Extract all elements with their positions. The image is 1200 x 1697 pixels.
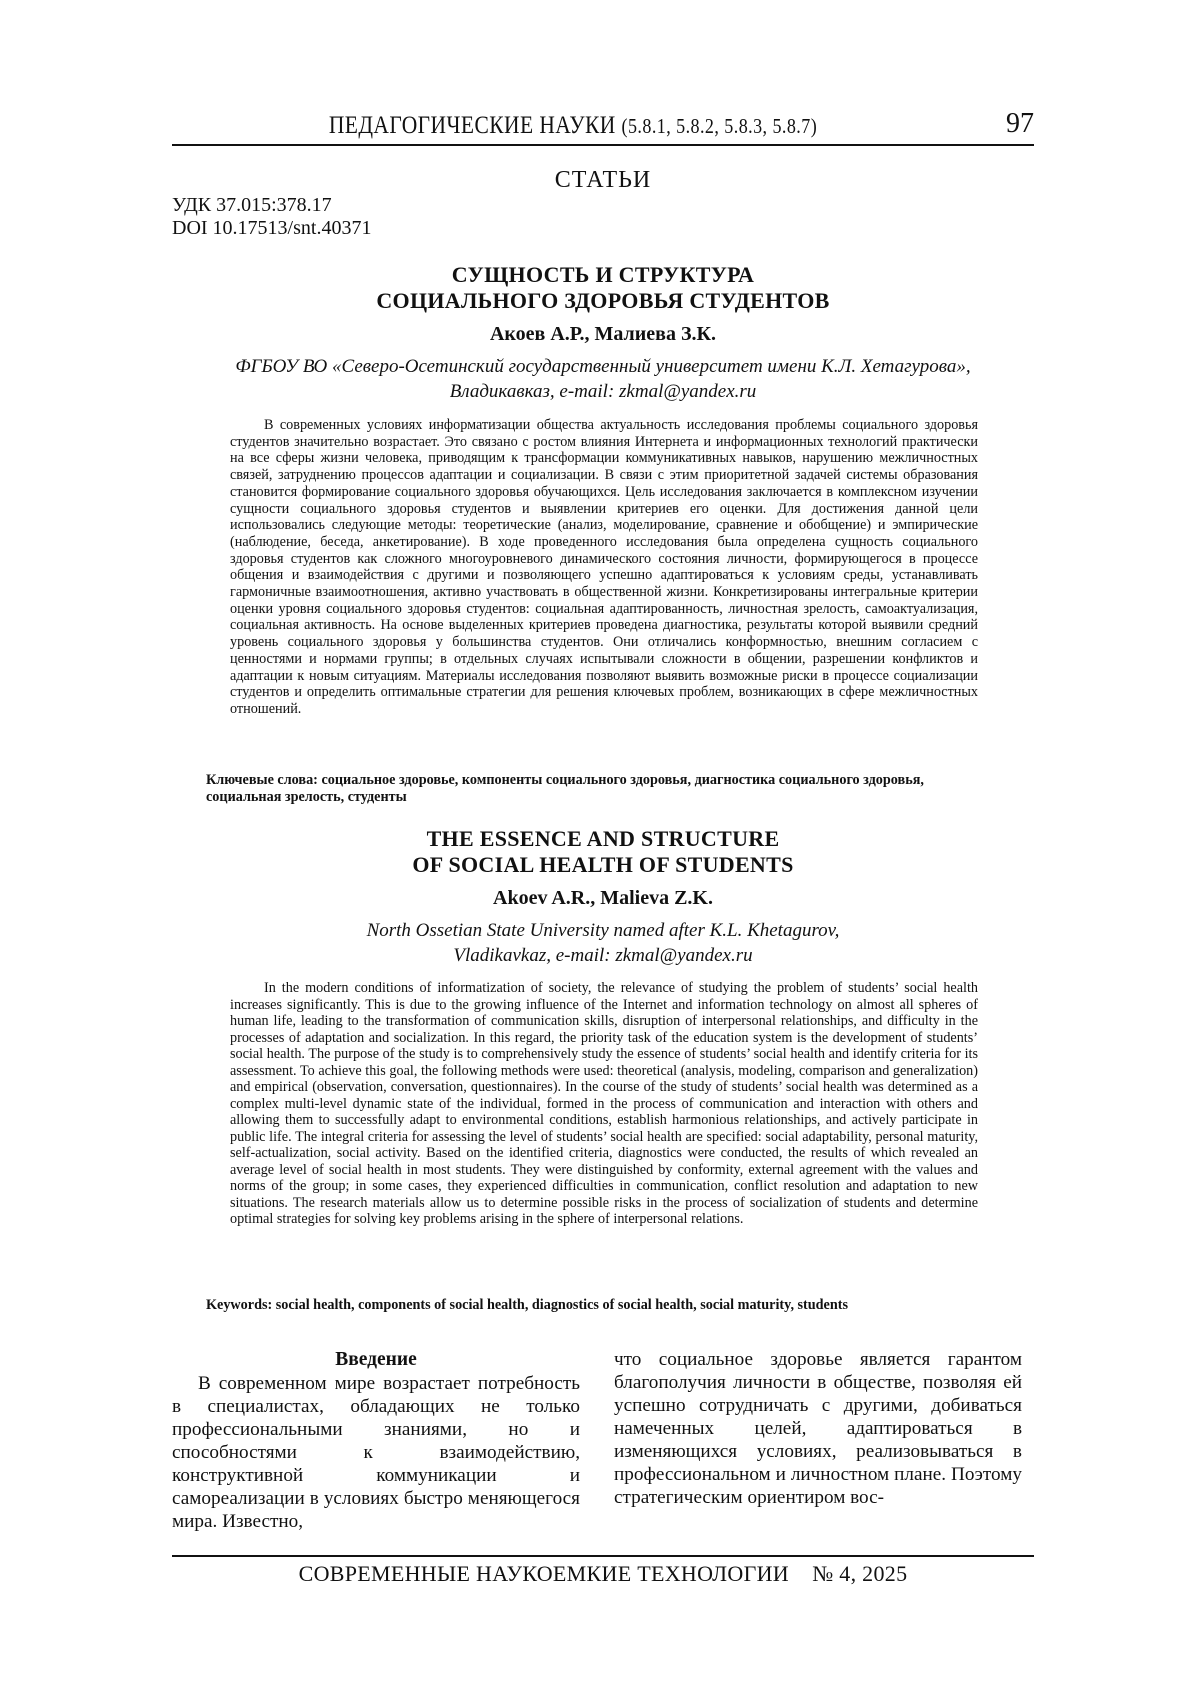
- en-abstract: In the modern conditions of informatization of society, the relevance of studying the problem of students’ social health increases significantly. This is due to the growing influence of the Internet and information technology on almost all spheres of human life, leading to the transformation of communication skills, disruption of interpersonal relationships, and difficulty in the processes of adaptation and socialization. In this regard, the priority task of the education system is the development of students’ social health. The purpose of the study is to comprehensively study the essence of students’ social health and identify criteria for its assessment. To achieve this goal, the following methods were used: theoretical (analysis, modeling, comparison and generalization) and empirical (observation, conversation, questionnaires). In the course of the study of students’ social health was determined as a complex multi-level dynamic state of the individual, formed in the process of communication and interaction with others and allowing them to successfully adapt to environmental conditions, establish harmonious relationships, and actively participate in public life. The integral criteria for assessing the level of students’ social health are specified: social adaptability, personal maturity, self-actualization, social activity. Based on the identified criteria, diagnostics were conducted, the results of which revealed an average level of social health in most students. They were distinguished by conformity, external agreement with the values and norms of the group; in some cases, they experienced difficulties in communication, conflict resolution and adaptation to new situations. The research materials allow us to determine possible risks in the process of socialization of students and determine optimal strategies for solving key problems arising in the sphere of interpersonal relations.: [230, 980, 978, 1227]
- en-affiliation-line2: Vladikavkaz, e-mail: zkmal@yandex.ru: [453, 945, 753, 966]
- en-title: [172, 826, 1034, 878]
- en-keywords: [206, 1297, 966, 1314]
- footer-issue: № 4, 2025: [812, 1561, 908, 1586]
- ru-affiliation-line1: ФГБОУ ВО «Северо-Осетинский государственный университет имени К.Л. Хетагурова»,: [235, 356, 971, 377]
- section-heading-introduction: Введение: [335, 1349, 417, 1370]
- article-identifiers: [172, 194, 371, 240]
- footer-journal-title: [172, 1557, 1034, 1587]
- running-footer: [172, 1555, 1034, 1587]
- header-section-codes: (5.8.1, 5.8.2, 5.8.3, 5.8.7): [621, 114, 818, 138]
- running-header: [172, 108, 1034, 146]
- ru-affiliation-line2: Владикавказ, e-mail: zkmal@yandex.ru: [449, 381, 757, 402]
- page-number: 97: [1006, 108, 1034, 139]
- header-journal-title: [228, 112, 918, 140]
- en-keywords-text: social health, components of social health, diagnostics of social health, social maturity, students: [275, 1297, 848, 1313]
- body-paragraph-continued: что социальное здоровье является гарантом благополучия личности в обществе, позволяя ей успешно сотрудничать с другими, добиваться намеченных целей, адаптироваться в изменяющихся условиях, реализовываться в профессиональном и личностном плане. Поэтому стратегическим ориентиром вос-: [614, 1349, 1022, 1508]
- en-title-line2: OF SOCIAL HEALTH OF STUDENTS: [412, 852, 794, 877]
- ru-keywords-label: Ключевые слова:: [206, 772, 318, 788]
- ru-title-line1: СУЩНОСТЬ И СТРУКТУРА: [451, 262, 755, 287]
- en-affiliation-line1: North Ossetian State University named after K.L. Khetagurov,: [366, 920, 840, 941]
- ru-title-line2: СОЦИАЛЬНОГО ЗДОРОВЬЯ СТУДЕНТОВ: [376, 288, 830, 313]
- header-section-name: ПЕДАГОГИЧЕСКИЕ НАУКИ: [328, 112, 616, 139]
- en-authors: Akoev A.R., Malieva Z.K.: [493, 887, 713, 909]
- ru-title: [172, 262, 1034, 314]
- udk-code: УДК 37.015:378.17: [172, 194, 332, 216]
- ru-abstract: В современных условиях информатизации общества актуальность исследования проблемы социального здоровья студентов значительно возрастает. Это связано с ростом влияния Интернета и информационных технологий практически на все сферы жизни человека, приводящим к трансформации коммуникативных навыков, нарушению межличностных связей, затруднению процессов адаптации и социализации. В связи с этим приоритетной задачей системы образования становится формирование социального здоровья обучающихся. Цель исследования заключается в комплексном изучении сущности социального здоровья студентов и выявлении критериев его оценки. Для достижения данной цели использовались следующие методы: теоретические (анализ, моделирование, сравнение и обобщение) и эмпирические (наблюдение, беседа, анкетирование). В ходе проведенного исследования была определена сущность социального здоровья студентов как сложного многоуровневого динамического состояния личности, формирующегося в процессе общения и взаимодействия с другими и позволяющего успешно адаптироваться к условиям среды, устанавливать гармоничные взаимоотношения, активно участвовать в общественной жизни. Конкретизированы интегральные критерии оценки уровня социального здоровья студентов: социальная адаптированность, личностная зрелость, самоактуализация, социальная активность. На основе выделенных критериев проведена диагностика, результаты которой выявили средний уровень социального здоровья у большинства студентов. Они отличались конформностью, внешним согласием с ценностями и нормами группы; в отдельных случаях испытывали сложности в общении, разрешении конфликтов и адаптации к новым ситуациям. Материалы исследования позволяют выявить возможные риски в процессе социализации студентов и определить оптимальные стратегии для решения ключевых проблем, возникающих в сфере межличностных отношений.: [230, 417, 978, 717]
- ru-keywords-text: социальное здоровье, компоненты социального здоровья, диагностика социального здоровья, социальная зрелость, студенты: [206, 772, 924, 805]
- ru-affiliation: [172, 354, 1034, 404]
- en-affiliation: [172, 918, 1034, 968]
- doi-code: DOI 10.17513/snt.40371: [172, 217, 372, 239]
- ru-authors: Акоев А.Р., Малиева З.К.: [489, 323, 717, 345]
- body-column-right: [614, 1348, 1022, 1509]
- section-label: СТАТЬИ: [554, 167, 652, 193]
- en-title-line1: THE ESSENCE AND STRUCTURE: [426, 826, 780, 851]
- body-column-left: [172, 1348, 580, 1533]
- en-keywords-label: Keywords:: [206, 1297, 273, 1313]
- ru-keywords: [206, 772, 966, 806]
- footer-journal-name: СОВРЕМЕННЫЕ НАУКОЕМКИЕ ТЕХНОЛОГИИ: [298, 1561, 789, 1586]
- body-paragraph: В современном мире возрастает потребность в специалистах, обладающих не только профессиональными знаниями, но и способностями к взаимодействию, конструктивной коммуникации и самореализации в условиях быстро меняющегося мира. Известно,: [172, 1373, 580, 1532]
